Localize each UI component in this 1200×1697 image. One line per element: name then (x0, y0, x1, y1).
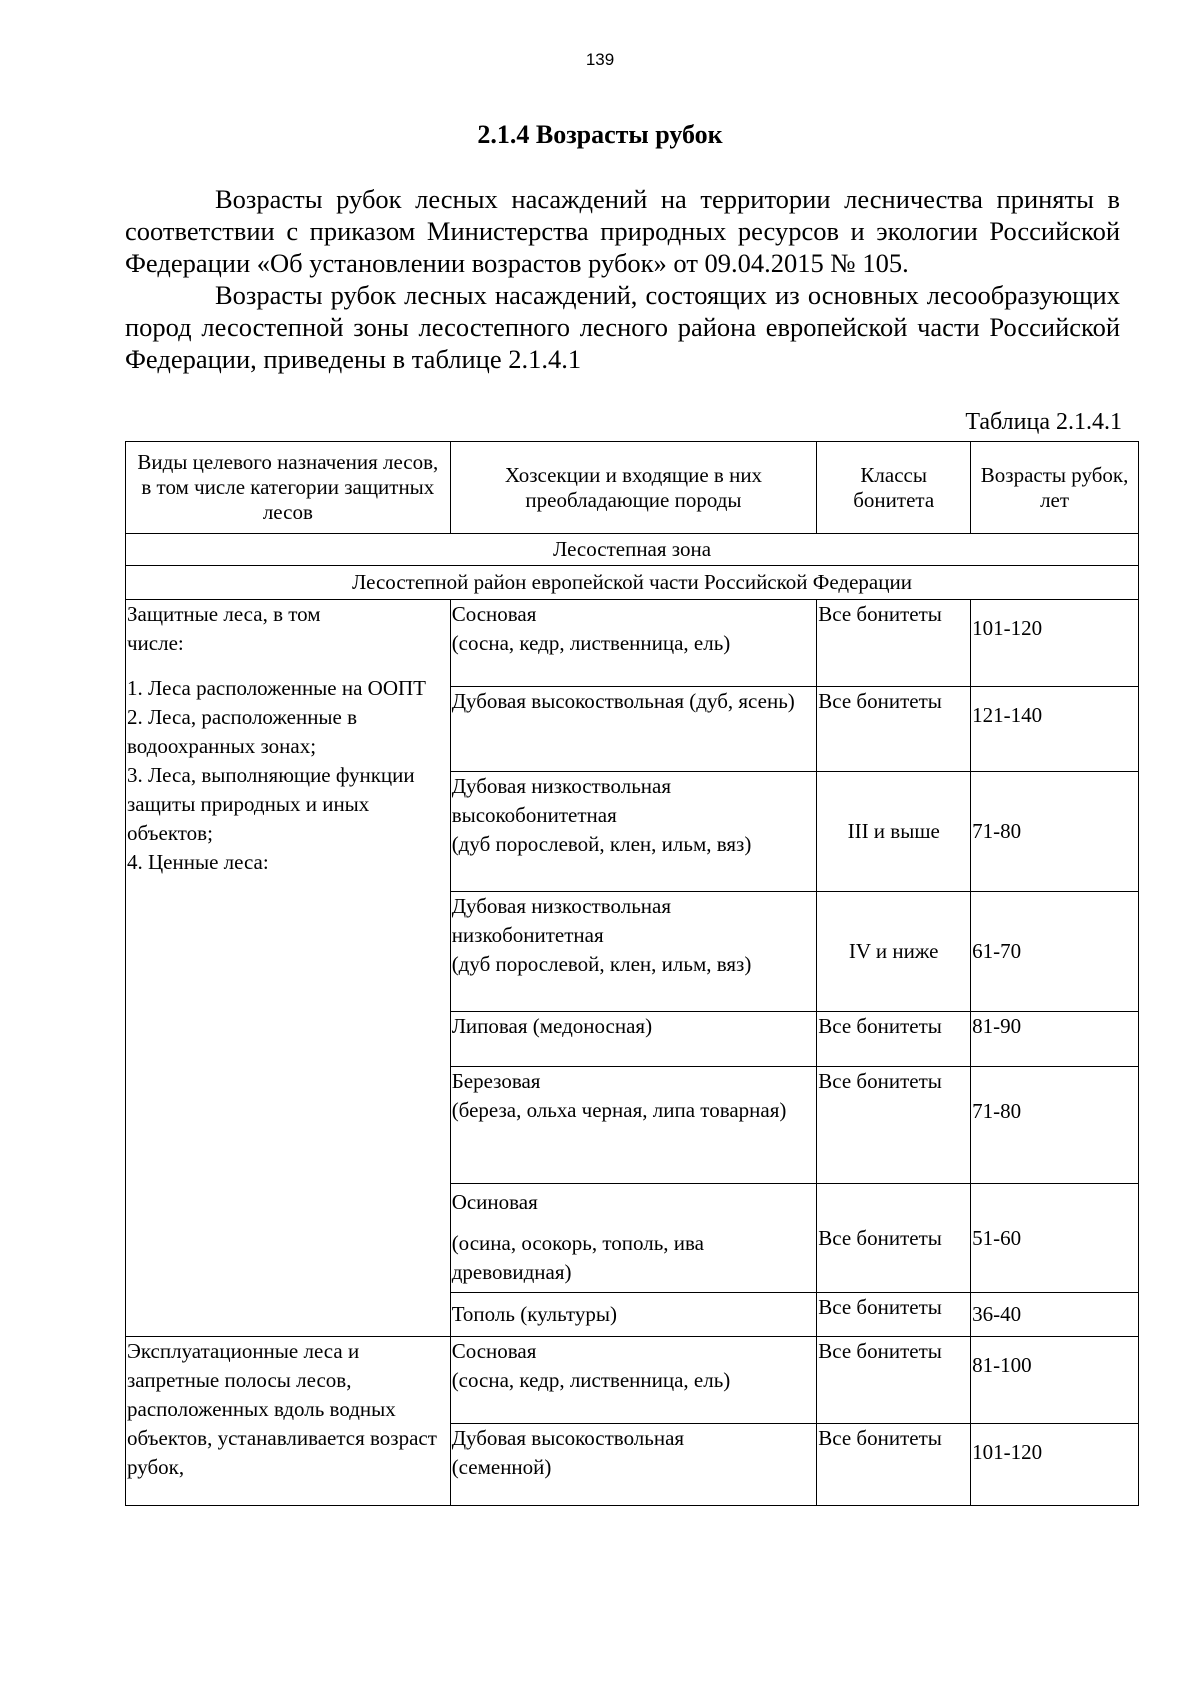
section-name: Осиновая (451, 1190, 538, 1214)
section-species: (сосна, кедр, лиственница, ель) (451, 631, 731, 655)
age-cell: 61-70 (971, 892, 1139, 1012)
bonitet-cell: Все бонитеты (817, 687, 971, 772)
table-header-row (126, 442, 1139, 534)
bonitet-cell: Все бонитеты (817, 1337, 971, 1424)
exploitation-forests-category: Эксплуатационные леса и запретные полосы лесов, расположенных вдоль водных объектов, устанавливается возраст рубок, (126, 1337, 451, 1506)
header-sections: Хозсекции и входящие в них преобладающие породы (450, 442, 817, 534)
age-cell: 71-80 (971, 1067, 1139, 1184)
table-row (126, 600, 1139, 687)
section-name: Сосновая (451, 1339, 537, 1363)
bonitet-cell: Все бонитеты (817, 1067, 971, 1184)
section-cell (450, 1067, 817, 1184)
age-cell: 101-120 (971, 1424, 1139, 1506)
section-cell (450, 1337, 817, 1424)
header-bonitet: Классы бонитета (817, 442, 971, 534)
section-name: Дубовая высокоствольная (дуб, ясень) (451, 689, 795, 713)
section-cell (450, 1424, 817, 1506)
category-item: 1. Леса расположенные на ООПТ (127, 676, 426, 700)
section-species: (семенной) (451, 1455, 552, 1479)
age-cell: 81-90 (971, 1012, 1139, 1067)
region-label: Лесостепной район европейской части Российской Федерации (126, 566, 1139, 600)
age-cell: 81-100 (971, 1337, 1139, 1424)
category-line: Защитные леса, в том (127, 602, 321, 626)
age-cell: 101-120 (971, 600, 1139, 687)
spacer (452, 1217, 816, 1229)
section-cell (450, 1184, 817, 1293)
category-item: 4. Ценные леса: (127, 850, 269, 874)
bonitet-cell: Все бонитеты (817, 1184, 971, 1293)
paragraph-1: Возрасты рубок лесных насаждений на территории лесничества приняты в соответствии с приказом Министерства природных ресурсов и экологии Российской Федерации «Об установлении возрастов рубок» от 09.04.2015 № 105. (125, 184, 1120, 278)
region-row (126, 566, 1139, 600)
section-species: (дуб порослевой, клен, ильм, вяз) (451, 832, 752, 856)
section-species: (осина, осокорь, тополь, ива древовидная) (451, 1231, 704, 1284)
bonitet-cell: III и выше (817, 772, 971, 892)
section-name: Березовая (451, 1069, 541, 1093)
category-line: числе: (127, 631, 184, 655)
section-name: Тополь (культуры) (451, 1302, 617, 1326)
table-row (126, 1337, 1139, 1424)
section-species: (береза, ольха черная, липа товарная) (451, 1098, 787, 1122)
section-name: Дубовая высокоствольная (451, 1426, 685, 1450)
bonitet-cell: Все бонитеты (817, 600, 971, 687)
section-cell (450, 600, 817, 687)
zone-label: Лесостепная зона (126, 534, 1139, 566)
section-cell (450, 1012, 817, 1067)
cutting-age-table (125, 441, 1139, 1506)
age-cell: 121-140 (971, 687, 1139, 772)
age-cell: 71-80 (971, 772, 1139, 892)
section-cell (450, 1293, 817, 1337)
age-cell: 36-40 (971, 1293, 1139, 1337)
spacer (127, 658, 449, 674)
table-caption: Таблица 2.1.4.1 (965, 409, 1122, 435)
bonitet-cell: Все бонитеты (817, 1293, 971, 1337)
section-cell (450, 892, 817, 1012)
section-species: (дуб порослевой, клен, ильм, вяз) (451, 952, 752, 976)
category-item: 3. Леса, выполняющие функции защиты природных и иных объектов; (127, 763, 415, 845)
age-cell: 51-60 (971, 1184, 1139, 1293)
paragraph-2: Возрасты рубок лесных насаждений, состоящих из основных лесообразующих пород лесостепной зоны лесостепного лесного района европейской части Российской Федерации, приведены в таблице 2.1.4.1 (125, 280, 1120, 374)
bonitet-cell: IV и ниже (817, 892, 971, 1012)
section-name: Сосновая (451, 602, 537, 626)
zone-row (126, 534, 1139, 566)
section-cell (450, 772, 817, 892)
section-cell (450, 687, 817, 772)
section-name: Липовая (медоносная) (451, 1014, 653, 1038)
header-cutting-age: Возрасты рубок, лет (971, 442, 1139, 534)
section-name: Дубовая низкоствольная высокобонитетная (451, 774, 671, 827)
section-name: Дубовая низкоствольная низкобонитетная (451, 894, 671, 947)
protective-forests-category (126, 600, 451, 1337)
section-title: 2.1.4 Возрасты рубок (477, 120, 723, 149)
header-forest-purpose: Виды целевого назначения лесов, в том числе категории защитных лесов (126, 442, 451, 534)
bonitet-cell: Все бонитеты (817, 1012, 971, 1067)
page-number: 139 (585, 50, 615, 69)
bonitet-cell: Все бонитеты (817, 1424, 971, 1506)
category-item: 2. Леса, расположенные в водоохранных зонах; (127, 705, 358, 758)
section-species: (сосна, кедр, лиственница, ель) (451, 1368, 731, 1392)
